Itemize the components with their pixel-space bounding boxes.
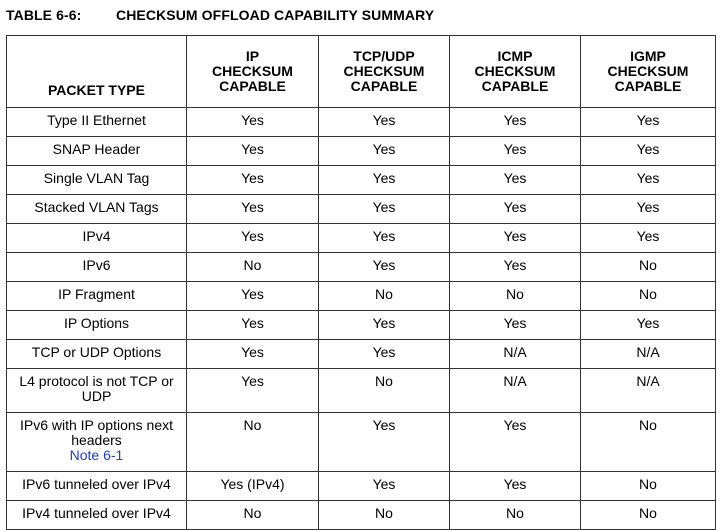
table-row [7, 195, 716, 224]
table-row [7, 253, 716, 282]
header-line: CHECKSUM [212, 63, 293, 79]
tcpudp-cell: Yes [319, 224, 450, 253]
tcpudp-cell: Yes [319, 253, 450, 282]
packet-type-cell [7, 369, 187, 413]
table-row [7, 224, 716, 253]
note-link[interactable]: Note 6-1 [69, 447, 124, 463]
table-row [7, 340, 716, 369]
checksum-offload-table [6, 35, 716, 530]
ip-cell: Yes [187, 340, 319, 369]
table-row [7, 311, 716, 340]
igmp-cell: No [581, 472, 716, 501]
ip-cell: Yes [187, 311, 319, 340]
packet-type-line: L4 protocol is not TCP or [19, 373, 174, 389]
igmp-cell: Yes [581, 195, 716, 224]
header-icmp-checksum [450, 36, 581, 108]
icmp-cell: N/A [450, 340, 581, 369]
icmp-cell: Yes [450, 137, 581, 166]
ip-cell: Yes [187, 369, 319, 413]
icmp-cell: Yes [450, 413, 581, 472]
igmp-cell: No [581, 413, 716, 472]
header-line: IGMP [630, 48, 666, 64]
table-row [7, 137, 716, 166]
ip-cell: Yes [187, 166, 319, 195]
icmp-cell: No [450, 282, 581, 311]
icmp-cell: N/A [450, 369, 581, 413]
igmp-cell: No [581, 501, 716, 530]
tcpudp-cell: Yes [319, 166, 450, 195]
table-row [7, 108, 716, 137]
packet-type-cell: Type II Ethernet [7, 108, 187, 137]
header-line: CAPABLE [219, 78, 286, 94]
packet-type-cell: IP Fragment [7, 282, 187, 311]
igmp-cell: No [581, 282, 716, 311]
header-line: ICMP [497, 48, 533, 64]
tcpudp-cell: Yes [319, 472, 450, 501]
icmp-cell: Yes [450, 224, 581, 253]
table-row [7, 369, 716, 413]
header-ip-checksum [187, 36, 319, 108]
packet-type-cell: IP Options [7, 311, 187, 340]
table-row [7, 472, 716, 501]
table-row [7, 166, 716, 195]
tcpudp-cell: Yes [319, 137, 450, 166]
packet-type-line: IPv6 with IP options next [19, 417, 174, 433]
tcpudp-cell: Yes [319, 340, 450, 369]
tcpudp-cell: No [319, 282, 450, 311]
ip-cell: Yes [187, 108, 319, 137]
tcpudp-cell: Yes [319, 195, 450, 224]
packet-type-line: headers [71, 432, 122, 448]
header-line: CHECKSUM [474, 63, 556, 79]
header-line: IP [245, 48, 260, 64]
packet-type-line: UDP [81, 388, 112, 404]
ip-cell: Yes [187, 137, 319, 166]
icmp-cell: Yes [450, 253, 581, 282]
header-line: CHECKSUM [607, 63, 689, 79]
packet-type-cell: IPv6 [7, 253, 187, 282]
ip-cell: No [187, 501, 319, 530]
header-row [7, 36, 716, 108]
packet-type-cell: TCP or UDP Options [7, 340, 187, 369]
igmp-cell: Yes [581, 137, 716, 166]
tcpudp-cell: Yes [319, 413, 450, 472]
table-row [7, 413, 716, 472]
packet-type-cell: SNAP Header [7, 137, 187, 166]
igmp-cell: N/A [581, 369, 716, 413]
packet-type-cell [7, 413, 187, 472]
ip-cell: No [187, 413, 319, 472]
ip-cell: Yes (IPv4) [187, 472, 319, 501]
ip-cell: No [187, 253, 319, 282]
packet-type-cell: IPv6 tunneled over IPv4 [7, 472, 187, 501]
header-packet-type: PACKET TYPE [7, 36, 187, 108]
igmp-cell: N/A [581, 340, 716, 369]
icmp-cell: Yes [450, 166, 581, 195]
table-number: TABLE 6-6: [6, 7, 82, 23]
igmp-cell: No [581, 253, 716, 282]
table-row [7, 282, 716, 311]
header-tcpudp-checksum [319, 36, 450, 108]
packet-type-cell: IPv4 tunneled over IPv4 [7, 501, 187, 530]
icmp-cell: Yes [450, 311, 581, 340]
tcpudp-cell: Yes [319, 311, 450, 340]
header-line: TCP/UDP [353, 48, 415, 64]
icmp-cell: Yes [450, 195, 581, 224]
ip-cell: Yes [187, 282, 319, 311]
igmp-cell: Yes [581, 224, 716, 253]
icmp-cell: No [450, 501, 581, 530]
tcpudp-cell: Yes [319, 108, 450, 137]
icmp-cell: Yes [450, 472, 581, 501]
tcpudp-cell: No [319, 501, 450, 530]
tcpudp-cell: No [319, 369, 450, 413]
header-line: CAPABLE [350, 78, 418, 94]
table-row [7, 501, 716, 530]
header-line: CAPABLE [481, 78, 549, 94]
table-title: CHECKSUM OFFLOAD CAPABILITY SUMMARY [116, 7, 435, 23]
igmp-cell: Yes [581, 311, 716, 340]
table-caption [6, 7, 434, 23]
igmp-cell: Yes [581, 108, 716, 137]
packet-type-cell: Stacked VLAN Tags [7, 195, 187, 224]
header-line: CAPABLE [614, 78, 682, 94]
packet-type-cell: IPv4 [7, 224, 187, 253]
header-line: CHECKSUM [343, 63, 425, 79]
packet-type-cell: Single VLAN Tag [7, 166, 187, 195]
icmp-cell: Yes [450, 108, 581, 137]
igmp-cell: Yes [581, 166, 716, 195]
ip-cell: Yes [187, 195, 319, 224]
ip-cell: Yes [187, 224, 319, 253]
header-igmp-checksum [581, 36, 716, 108]
